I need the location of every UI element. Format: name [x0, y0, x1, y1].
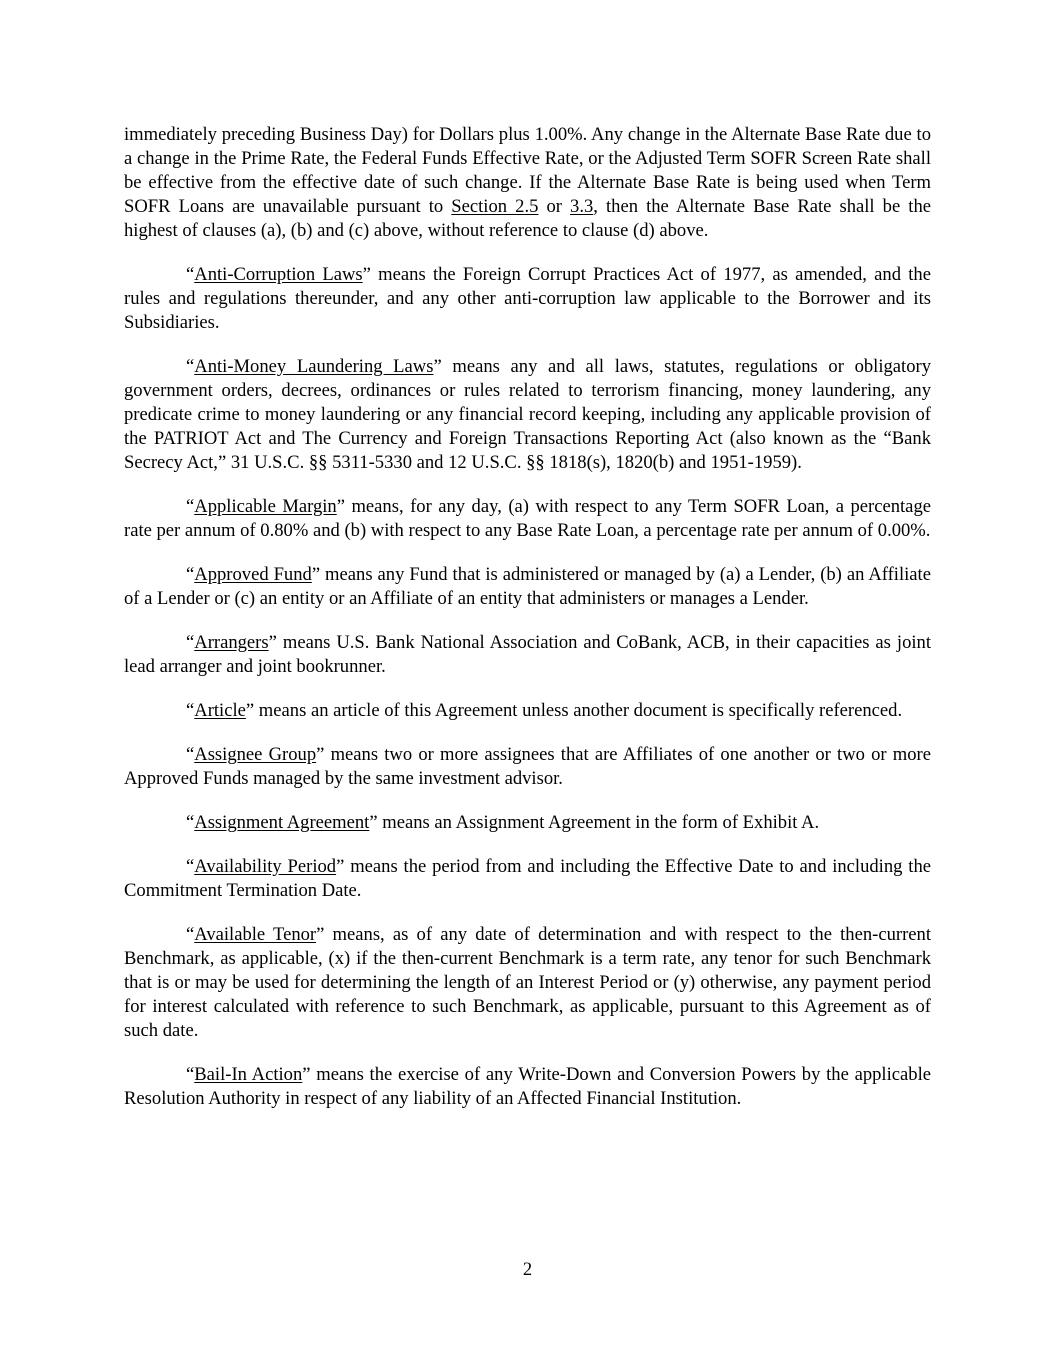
- close-quote: ”: [316, 924, 325, 945]
- definition-available-tenor: [124, 923, 931, 1043]
- open-quote: “: [186, 632, 195, 653]
- definition-arrangers: [124, 631, 931, 679]
- continuation-text-2: or: [538, 196, 571, 217]
- defined-term: Article: [194, 700, 246, 721]
- defined-term: Assignee Group: [194, 744, 317, 765]
- section-2-5-link[interactable]: Section 2.5: [451, 196, 539, 217]
- close-quote: ”: [433, 356, 442, 377]
- definition-body: means the Foreign Corrupt Practices Act of 1977, as amended, and the rules and regulations thereunder, and any other anti-corruption law applicable to the Borrower and its Subsidiaries.: [124, 264, 931, 333]
- open-quote: “: [186, 700, 195, 721]
- close-quote: ”: [336, 496, 345, 517]
- continuation-paragraph: [124, 123, 931, 243]
- close-quote: ”: [316, 744, 325, 765]
- definition-body: means U.S. Bank National Association and CoBank, ACB, in their capacities as joint lead arranger and joint bookrunner.: [124, 632, 931, 677]
- open-quote: “: [186, 856, 195, 877]
- close-quote: ”: [268, 632, 277, 653]
- defined-term: Anti-Money Laundering Laws: [194, 356, 434, 377]
- defined-term: Availability Period: [194, 856, 337, 877]
- open-quote: “: [186, 564, 195, 585]
- defined-term: Applicable Margin: [194, 496, 337, 517]
- defined-term: Bail-In Action: [194, 1064, 303, 1085]
- definition-body: means, as of any date of determination and with respect to the then-current Benchmark, as applicable, (x) if the then-current Benchmark is a term rate, any tenor for such Benchmark that is or may be used for determining the length of an Interest Period or (y) otherwise, any payment period for interest calculated with reference to such Benchmark, as applicable, pursuant to this Agreement as of such date.: [124, 924, 931, 1041]
- definition-body: means an article of this Agreement unless another document is specifically referenced.: [254, 700, 903, 721]
- close-quote: ”: [369, 812, 378, 833]
- defined-term: Arrangers: [194, 632, 269, 653]
- document-page: [124, 123, 931, 1131]
- definition-anti-money-laundering-laws: [124, 355, 931, 475]
- definition-body: means any and all laws, statutes, regulations or obligatory government orders, decrees, ordinances or rules related to terrorism financing, money laundering, any predicate crime to money laundering or any financial record keeping, including any applicable provision of the PATRIOT Act and The Currency and Foreign Transactions Reporting Act (also known as the “Bank Secrecy Act,” 31 U.S.C. §§ 5311-5330 and 12 U.S.C. §§ 1818(s), 1820(b) and 1951-1959).: [124, 356, 931, 473]
- defined-term: Anti-Corruption Laws: [194, 264, 363, 285]
- definition-availability-period: [124, 855, 931, 903]
- definition-body: means, for any day, (a) with respect to any Term SOFR Loan, a percentage rate per annum of 0.80% and (b) with respect to any Base Rate Loan, a percentage rate per annum of 0.00%.: [124, 496, 931, 541]
- defined-term: Approved Fund: [194, 564, 312, 585]
- close-quote: ”: [336, 856, 345, 877]
- close-quote: ”: [362, 264, 371, 285]
- close-quote: ”: [311, 564, 321, 585]
- close-quote: ”: [302, 1064, 311, 1085]
- continuation-text-1: immediately preceding Business Day) for Dollars plus 1.00%. Any change in the Alternate Base Rate due to a change in the Prime Rate, the Federal Funds Effective Rate, or the Adjusted Term SOFR Screen Rate shall be effective from the effective date of such change. If the Alternate Base Rate is being used when Term SOFR Loans are unavailable pursuant to: [124, 124, 931, 217]
- defined-term: Available Tenor: [194, 924, 317, 945]
- close-quote: ”: [245, 700, 255, 721]
- definition-body: means two or more assignees that are Affiliates of one another or two or more Approved Funds managed by the same investment advisor.: [124, 744, 931, 789]
- open-quote: “: [186, 744, 195, 765]
- open-quote: “: [186, 812, 195, 833]
- definition-article: [124, 699, 931, 723]
- defined-term: Assignment Agreement: [194, 812, 370, 833]
- definition-assignment-agreement: [124, 811, 931, 835]
- definition-applicable-margin: [124, 495, 931, 543]
- definition-approved-fund: [124, 563, 931, 611]
- open-quote: “: [186, 1064, 195, 1085]
- definition-anti-corruption-laws: [124, 263, 931, 335]
- definition-body: means the period from and including the Effective Date to and including the Commitment Termination Date.: [124, 856, 931, 901]
- open-quote: “: [186, 264, 195, 285]
- page-number: 2: [522, 1259, 533, 1280]
- open-quote: “: [186, 924, 195, 945]
- open-quote: “: [186, 356, 195, 377]
- definition-body: means any Fund that is administered or managed by (a) a Lender, (b) an Affiliate of a Lender or (c) an entity or an Affiliate of an entity that administers or manages a Lender.: [124, 564, 931, 609]
- definition-body: means the exercise of any Write-Down and Conversion Powers by the applicable Resolution Authority in respect of any liability of an Affected Financial Institution.: [124, 1064, 931, 1109]
- definition-assignee-group: [124, 743, 931, 791]
- definition-body: means an Assignment Agreement in the form of Exhibit A.: [377, 812, 820, 833]
- continuation-text-3: , then the Alternate Base Rate shall be the highest of clauses (a), (b) and (c) above, without reference to clause (d) above.: [124, 196, 931, 241]
- definition-bail-in-action: [124, 1063, 931, 1111]
- section-3-3-link[interactable]: 3.3: [570, 196, 594, 217]
- open-quote: “: [186, 496, 195, 517]
